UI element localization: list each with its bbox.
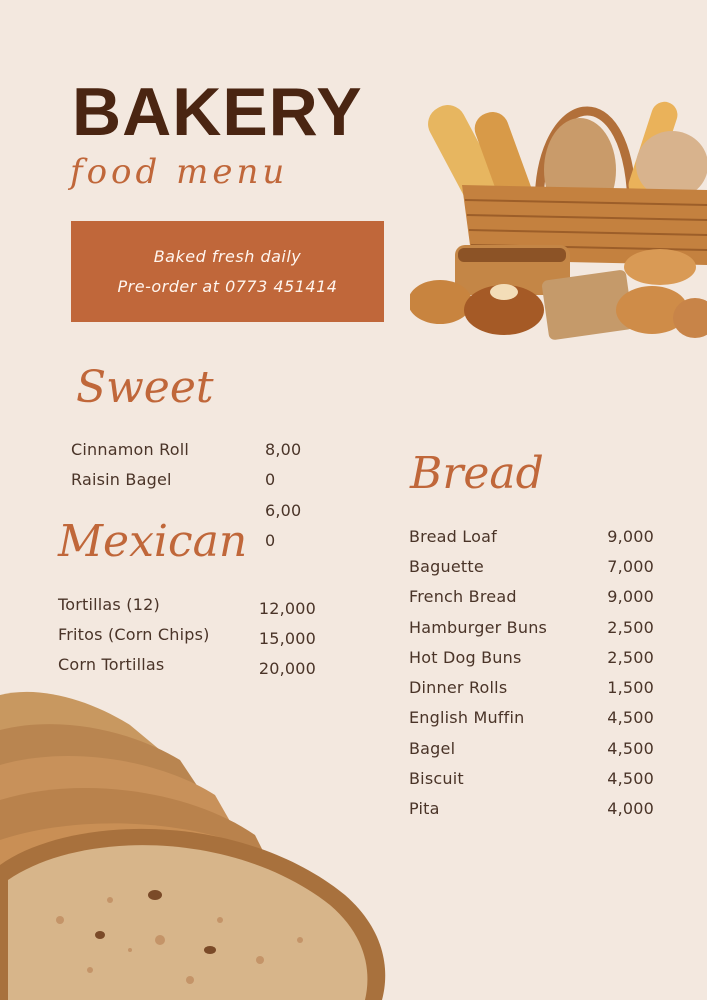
- menu-item-name: French Bread: [409, 587, 517, 606]
- menu-item-price: 7,000: [607, 557, 654, 576]
- menu-item-price: 6,00: [265, 501, 302, 520]
- menu-item-name: Hot Dog Buns: [409, 648, 522, 667]
- page-subtitle: food menu: [70, 152, 289, 192]
- menu-item-name: Bagel: [409, 739, 456, 758]
- sliced-bread-image: [0, 690, 390, 1000]
- menu-item-name: English Muffin: [409, 708, 525, 727]
- menu-item-name: Cinnamon Roll: [71, 440, 189, 459]
- menu-item-price: 9,000: [607, 587, 654, 606]
- menu-item-price: 15,000: [258, 629, 316, 648]
- menu-item-name: Baguette: [409, 557, 484, 576]
- menu-item-price: 2,500: [607, 648, 654, 667]
- page-title: BAKERY: [72, 74, 363, 150]
- menu-item-price: 12,000: [258, 599, 316, 618]
- menu-item-name: Bread Loaf: [409, 527, 497, 546]
- menu-item-price: 20,000: [258, 659, 316, 678]
- banner-line-1: Baked fresh daily: [153, 246, 302, 266]
- menu-item-price: 0: [265, 531, 276, 550]
- menu-item-price: 2,500: [607, 618, 654, 637]
- section-heading-sweet: Sweet: [76, 362, 214, 413]
- menu-item-name: Corn Tortillas: [58, 655, 165, 674]
- menu-item-name: Tortillas (12): [58, 595, 160, 614]
- menu-item-name: Fritos (Corn Chips): [58, 625, 210, 644]
- menu-item-name: Biscuit: [409, 769, 464, 788]
- bread-basket-image: [410, 70, 707, 340]
- menu-item-name: Hamburger Buns: [409, 618, 548, 637]
- menu-item-price: 9,000: [607, 527, 654, 546]
- menu-item-name: Dinner Rolls: [409, 678, 508, 697]
- section-heading-bread: Bread: [410, 448, 544, 499]
- menu-item-price: 0: [265, 470, 276, 489]
- menu-item-price: 1,500: [607, 678, 654, 697]
- menu-item-price: 4,500: [607, 769, 654, 788]
- menu-item-price: 4,500: [607, 739, 654, 758]
- menu-item-price: 8,00: [265, 440, 302, 459]
- menu-item-name: Raisin Bagel: [71, 470, 172, 489]
- info-banner: [71, 221, 384, 322]
- menu-item-name: Pita: [409, 799, 440, 818]
- section-heading-mexican: Mexican: [58, 516, 248, 567]
- menu-item-price: 4,000: [607, 799, 654, 818]
- menu-item-price: 4,500: [607, 708, 654, 727]
- banner-line-2: Pre-order at 0773 451414: [117, 276, 338, 296]
